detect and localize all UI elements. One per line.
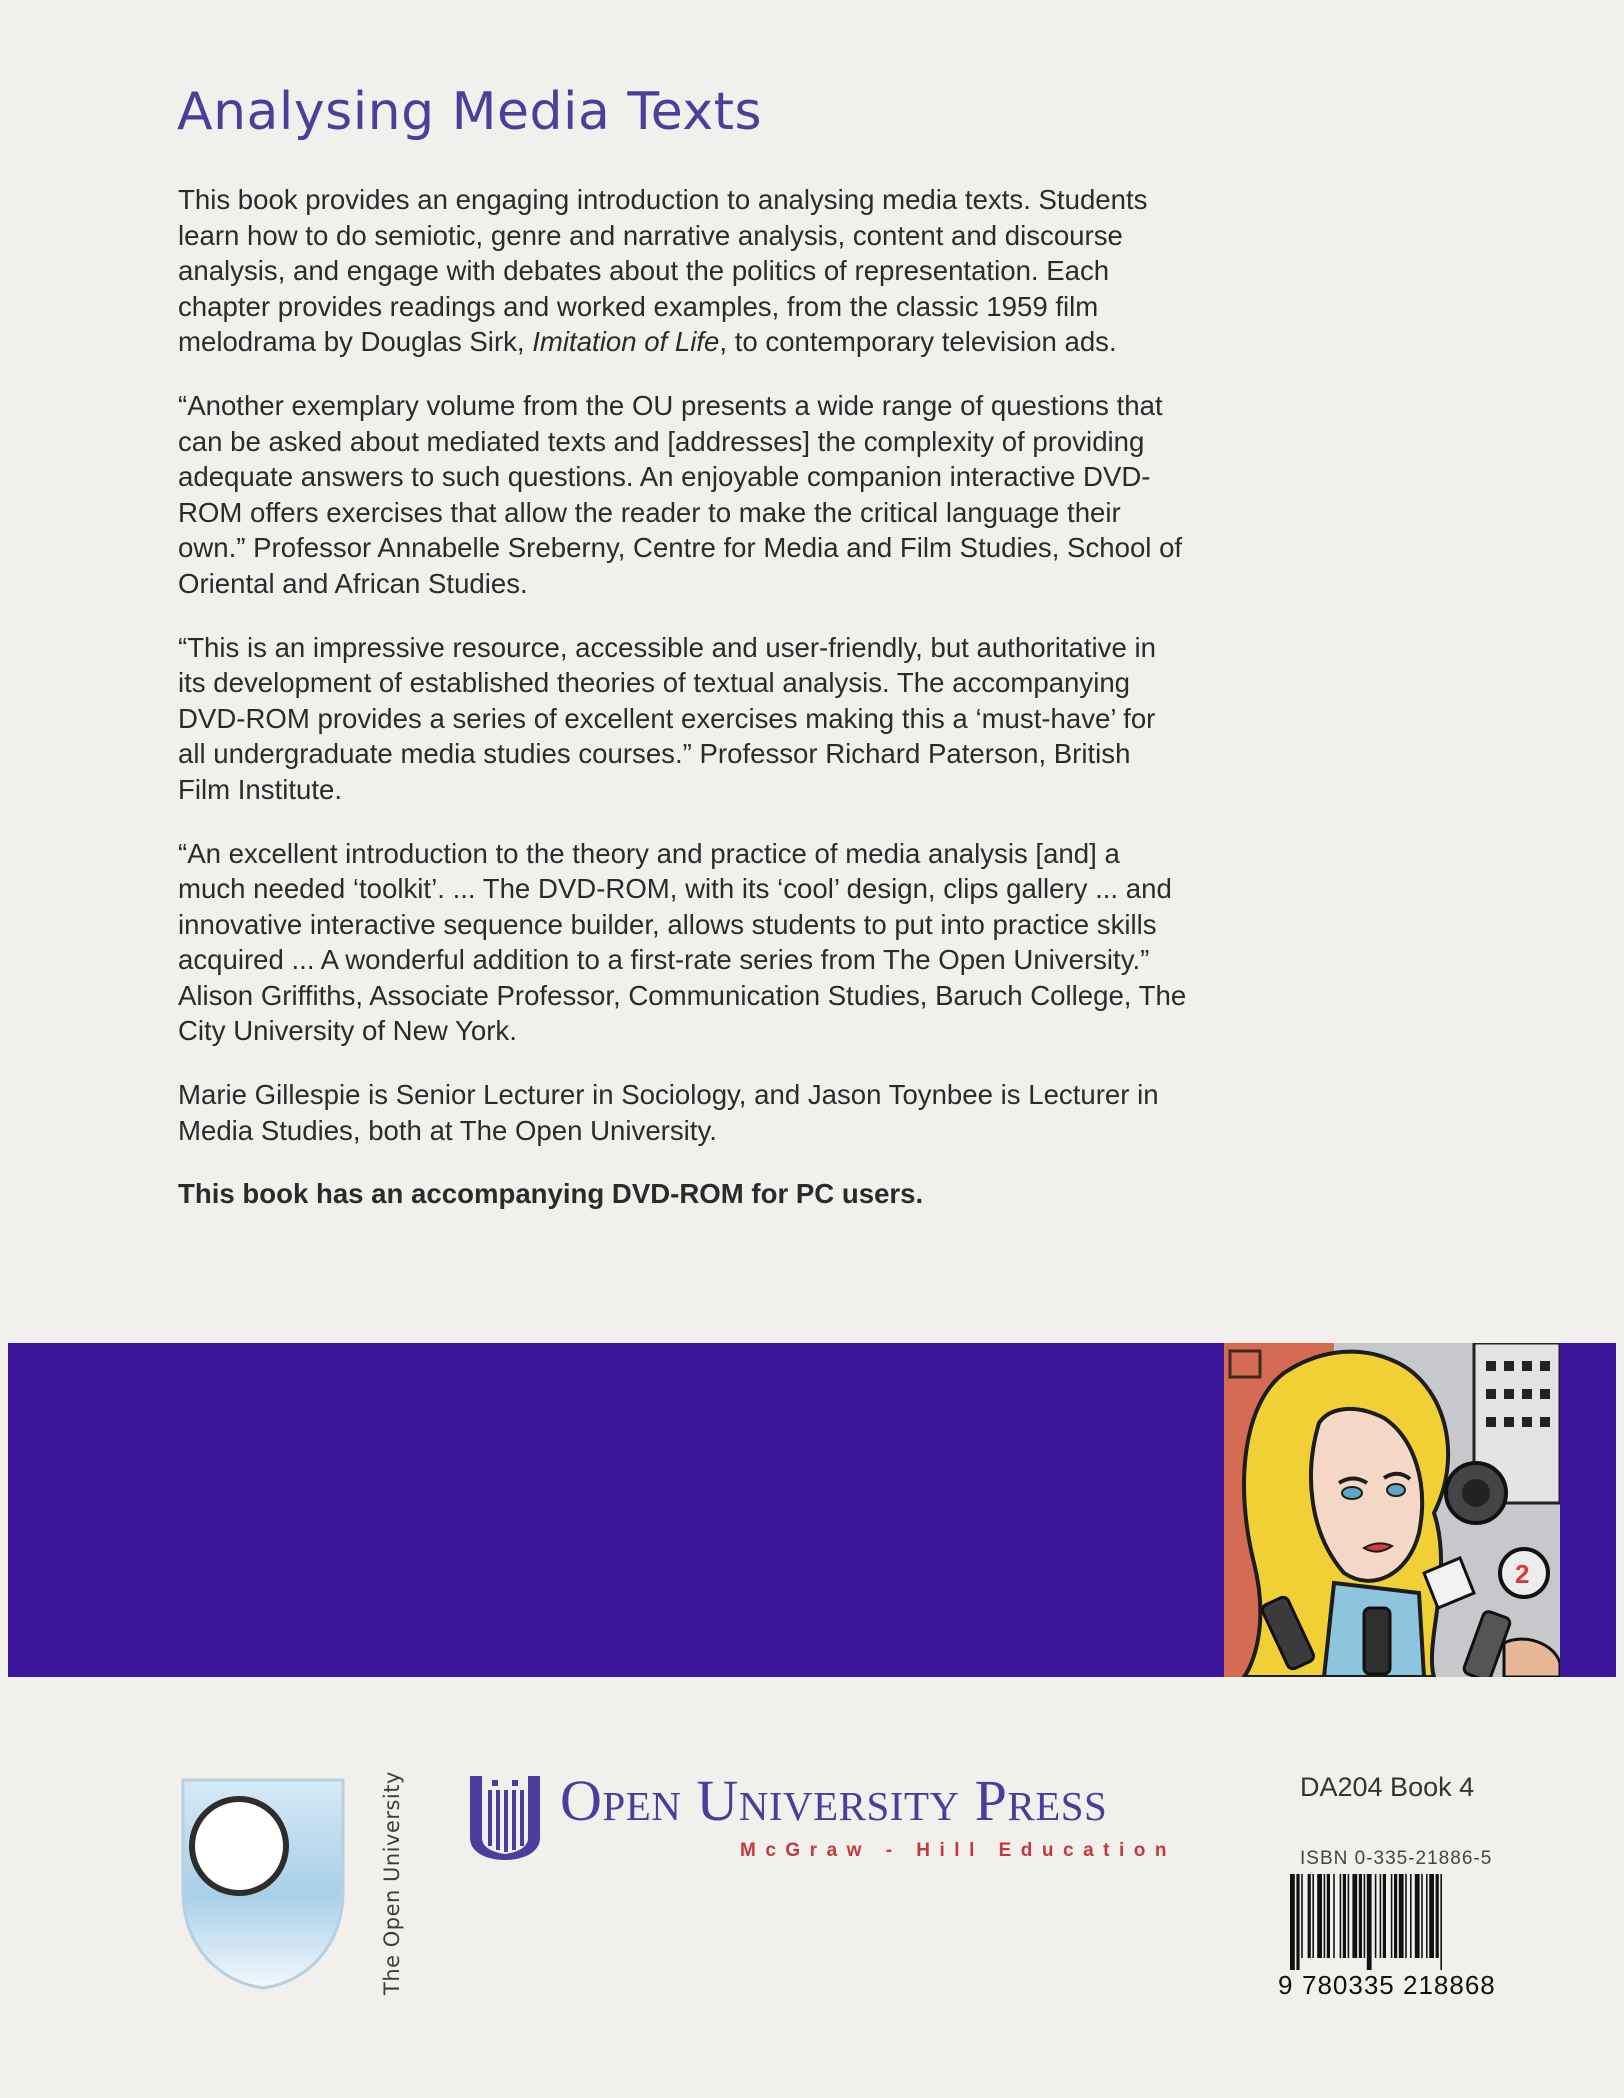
barcode-bar [1348, 1874, 1350, 1958]
film-title: Imitation of Life [532, 326, 720, 358]
barcode-bar [1429, 1874, 1434, 1958]
barcode-bar [1440, 1874, 1442, 1970]
pop-art-woman-microphones-illustration [1224, 1343, 1560, 1677]
barcode-bar [1394, 1874, 1397, 1958]
barcode-bar [1426, 1874, 1428, 1958]
review-quote: “An excellent introduction to the theory and practice of media analysis [and] a much needed ‘toolkit’. ... The DVD-ROM, with its ‘cool’ design, clips gallery ... and innovative interactive sequence builder, allows students to put into practice skills acquired ... A wonderful addition to a first-rate series from The Open University.” Alison Griffiths, Associate Professor, Communication Studies, Baruch College, The City University of New York. [178, 837, 1187, 1047]
barcode-bar [1375, 1874, 1377, 1958]
barcode-bar [1296, 1874, 1299, 1970]
barcode-bar [1410, 1874, 1412, 1958]
barcode-digits: 780335 218868 [1302, 1970, 1496, 2000]
barcode-bar [1343, 1874, 1346, 1958]
book-title: Analysing Media Texts [177, 82, 763, 142]
barcode-bar [1352, 1874, 1357, 1958]
barcode-bar [1333, 1874, 1335, 1958]
review-quote: “Another exemplary volume from the OU presents a wide range of questions that can be asked about mediated texts and [addresses] the complexity of providing adequate answers to such questions. An enjoyable companion interactive DVD-ROM offers exercises that allow the reader to make the critical language their own.” Professor Annabelle Sreberny, Centre for Media and Film Studies, School of Oriental and African Studies. [178, 389, 1183, 599]
barcode-bar [1308, 1874, 1311, 1958]
intro-text: This book provides an engaging introduction to analysing media texts. Students learn how to do semiotic, genre and narrative analysis, content and discourse analysis, and engage with debates about the politics of representation. Each chapter provides readings and worked examples, from the classic 1959 film melodrama by Douglas Sirk, [178, 184, 1148, 358]
barcode-bars [1278, 1874, 1518, 1970]
barcode-bar [1405, 1874, 1407, 1958]
intro-text-end: , to contemporary television ads. [719, 326, 1117, 358]
publisher-subtitle: McGraw - Hill Education [740, 1840, 1176, 1861]
barcode-bar [1367, 1874, 1372, 1970]
svg-text:2: 2 [1515, 1559, 1530, 1589]
barcode-lead-digit: 9 [1278, 1970, 1293, 2000]
open-university-press-emblem [468, 1772, 542, 1860]
dvd-note: This book has an accompanying DVD-ROM for PC users. [178, 1178, 924, 1210]
barcode-bar [1359, 1874, 1362, 1958]
course-code: DA204 Book 4 [1300, 1772, 1475, 1802]
barcode-bar [1301, 1874, 1303, 1958]
isbn-number: ISBN 0-335-21886-5 [1300, 1848, 1493, 1869]
barcode-bar [1421, 1874, 1423, 1958]
open-university-shield-logo [175, 1774, 351, 1992]
authors-note: Marie Gillespie is Senior Lecturer in Sociology, and Jason Toynbee is Lecturer in Media Studies, both at The Open University. [178, 1079, 1159, 1146]
barcode-bar [1399, 1874, 1404, 1958]
barcode-bar [1383, 1874, 1386, 1958]
open-university-wordmark: The Open University [380, 1771, 404, 1995]
barcode-bar [1327, 1874, 1330, 1958]
barcode-bar [1317, 1874, 1322, 1958]
publisher-name: Open University Press [560, 1768, 1108, 1833]
cover-copy [178, 182, 1188, 1240]
barcode-bar [1364, 1874, 1366, 1958]
barcode-bar [1380, 1874, 1382, 1958]
barcode-bar [1415, 1874, 1420, 1958]
isbn-barcode [1278, 1874, 1518, 2000]
barcode-bar [1290, 1874, 1295, 1970]
barcode-bar [1436, 1874, 1439, 1958]
barcode-bar [1312, 1874, 1314, 1958]
barcode-bar [1340, 1874, 1342, 1958]
barcode-bar [1391, 1874, 1393, 1958]
barcode-bar [1324, 1874, 1326, 1958]
intro-paragraph [178, 182, 1188, 360]
review-quote: “This is an impressive resource, accessible and user-friendly, but authoritative in its development of established theories of textual analysis. The accompanying DVD-ROM provides a series of excellent exercises making this a ‘must-have’ for all undergraduate media studies courses.” Professor Richard Paterson, British Film Institute. [178, 631, 1156, 805]
